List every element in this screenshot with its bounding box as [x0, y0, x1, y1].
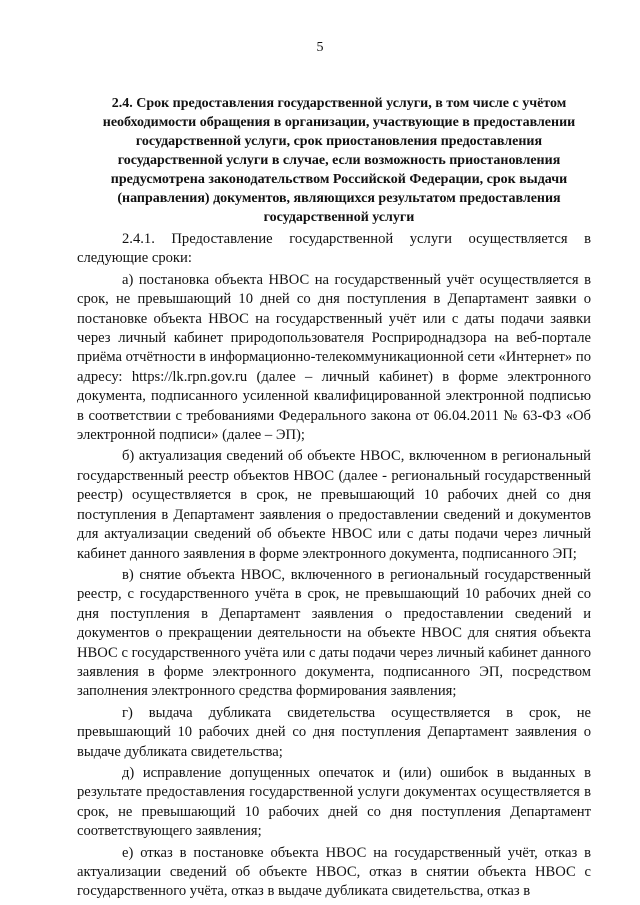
- paragraph-v: в) снятие объекта НВОС, включенного в региональный государственный реестр, с государственного учёта в срок, не превышающий 10 рабочих дней со дня поступления в Департамент заявления о предоставлении сведений и документов о прекращении деятельности на объекте НВОС для снятия объекта НВОС с государственного учёта или с даты подачи через личный кабинет данного заявления в форме электронного документа, подписанного ЭП, посредством заполнения электронного средства формирования заявления;: [77, 566, 591, 700]
- paragraph-2-4-1: 2.4.1. Предоставление государственной услуги осуществляется в следующие сроки:: [77, 231, 591, 267]
- paragraph-b: б) актуализация сведений об объекте НВОС, включенном в региональный государственный реестр объектов НВОС (далее - региональный государственный реестр) осуществляется в срок, не превышающий 10 рабочих дней со дня поступления в Департамент заявления о предоставлении сведений и документов для актуализации сведений об объекте НВОС или с даты подачи через личный кабинет данного заявления в форме электронного документа, подписанного ЭП;: [77, 448, 591, 562]
- paragraph-e: е) отказ в постановке объекта НВОС на государственный учёт, отказ в актуализации сведений об объекте НВОС, отказ в снятии объекта НВОС с государственного учёта, отказ в выдаче дубликата свидетельства, отказ в: [77, 844, 591, 900]
- paragraph-g: г) выдача дубликата свидетельства осуществляется в срок, не превышающий 10 рабочих дней со дня поступления Департамент заявления о выдаче дубликата свидетельства;: [77, 704, 591, 760]
- paragraph-a: а) постановка объекта НВОС на государственный учёт осуществляется в срок, не превышающий 10 дней со дня поступления в Департамент заявки о постановке объекта НВОС на государственный учёт или с даты подачи заявки через личный кабинет природопользователя Росприроднадзора на веб-портале приёма отчётности в информационно-телекоммуникационной сети «Интернет» по адресу: https://lk.rpn.gov.ru (далее – личный кабинет) в форме электронного документа, подписанного усиленной квалифицированной электронной подписью в соответствии с требованиями Федерального закона от 06.04.2011 № 63-ФЗ «Об электронной подписи» (далее – ЭП);: [77, 271, 591, 444]
- page-number: 5: [316, 40, 324, 55]
- paragraph-d: д) исправление допущенных опечаток и (или) ошибок в выданных в результате предоставления государственной услуги документах осуществляется в срок, не превышающий 10 рабочих дней со дня поступления Департамент соответствующего заявления;: [77, 764, 591, 840]
- section-heading: 2.4. Срок предоставления государственной услуги, в том числе с учётом необходимости обращения в организации, участвующие в предоставлении государственной услуги, срок приостановления предоставления государственной услуги в случае, если возможность приостановления предусмотрена законодательством Российской Федерации, срок выдачи (направления) документов, являющихся результатом предоставления государственной услуги: [102, 96, 576, 225]
- document-body: [77, 230, 591, 904]
